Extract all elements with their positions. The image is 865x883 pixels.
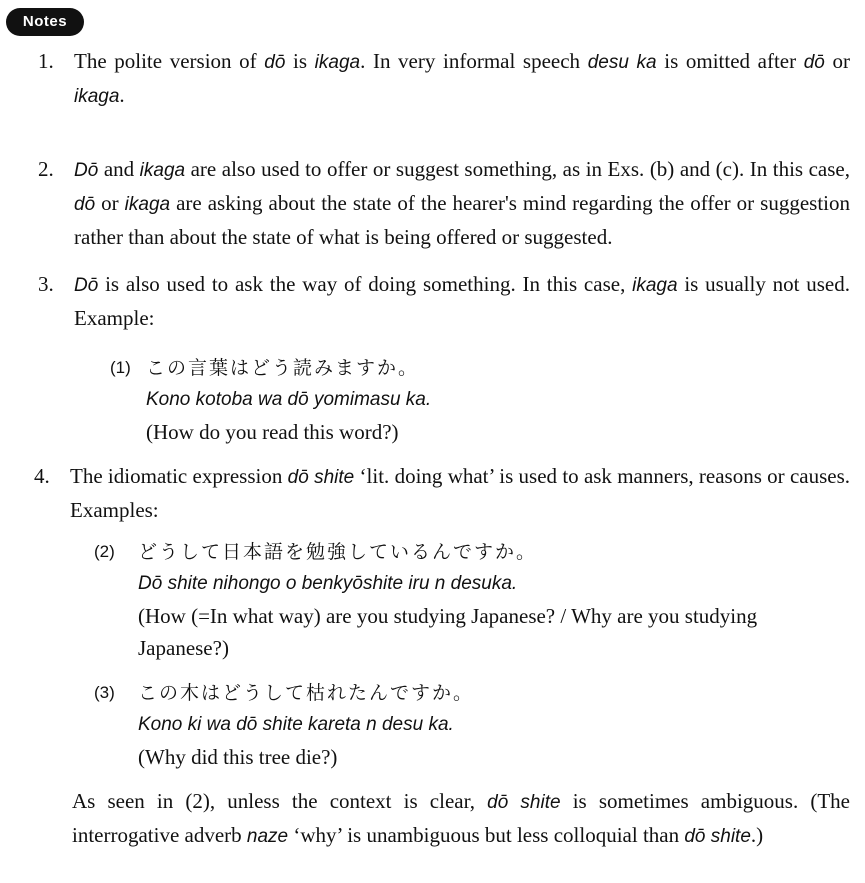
note-text: The idiomatic expression dō shite ‘lit. doing what’ is used to ask manners, reasons or causes. Examples: [70,464,851,522]
note-2 [38,153,850,253]
example-romaji: Dō shite nihongo o benkyōshite iru n desuka. [138,573,518,594]
example-translation: (How (=In what way) are you studying Japanese? / Why are you studying Japanese?) [138,604,758,660]
example-3 [94,677,850,773]
example-romaji: Kono ki wa dō shite kareta n desu ka. [138,714,454,735]
note-1 [38,45,850,113]
example-japanese: この言葉はどう読みますか。 [146,357,420,379]
note-3 [38,268,850,334]
example-japanese: どうして日本語を勉強しているんですか。 [138,541,538,563]
example-romaji: Kono kotoba wa dō yomimasu ka. [146,389,432,410]
example-number: (2) [94,542,115,561]
notes-badge: Notes [6,8,84,36]
note-text: Dō is also used to ask the way of doing something. In this case, ikaga is usually not used. Example: [74,272,851,330]
example-number: (1) [110,358,131,377]
note-text: The polite version of dō is ikaga. In very informal speech desu ka is omitted after dō or ikaga. [74,49,850,107]
example-japanese: この木はどうして枯れたんですか。 [138,682,475,704]
note-number: 1. [38,49,54,73]
note-number: 2. [38,157,54,181]
example-translation: (Why did this tree die?) [138,745,338,769]
example-translation: (How do you read this word?) [146,420,399,444]
note-number: 4. [34,464,50,488]
example-1 [110,352,850,448]
note-number: 3. [38,272,54,296]
note-4 [34,460,850,526]
example-2 [94,536,850,664]
closing-paragraph: As seen in (2), unless the context is clear, dō shite is sometimes ambiguous. (The interrogative adverb naze ‘why’ is unambiguous but less colloquial than dō shite.) [72,789,850,847]
note-text: Dō and ikaga are also used to offer or suggest something, as in Exs. (b) and (c). In this case, dō or ikaga are asking about the state of the hearer's mind regarding the offer or suggestion rather than about the state of what is being offered or suggested. [74,157,850,249]
example-number: (3) [94,683,115,702]
